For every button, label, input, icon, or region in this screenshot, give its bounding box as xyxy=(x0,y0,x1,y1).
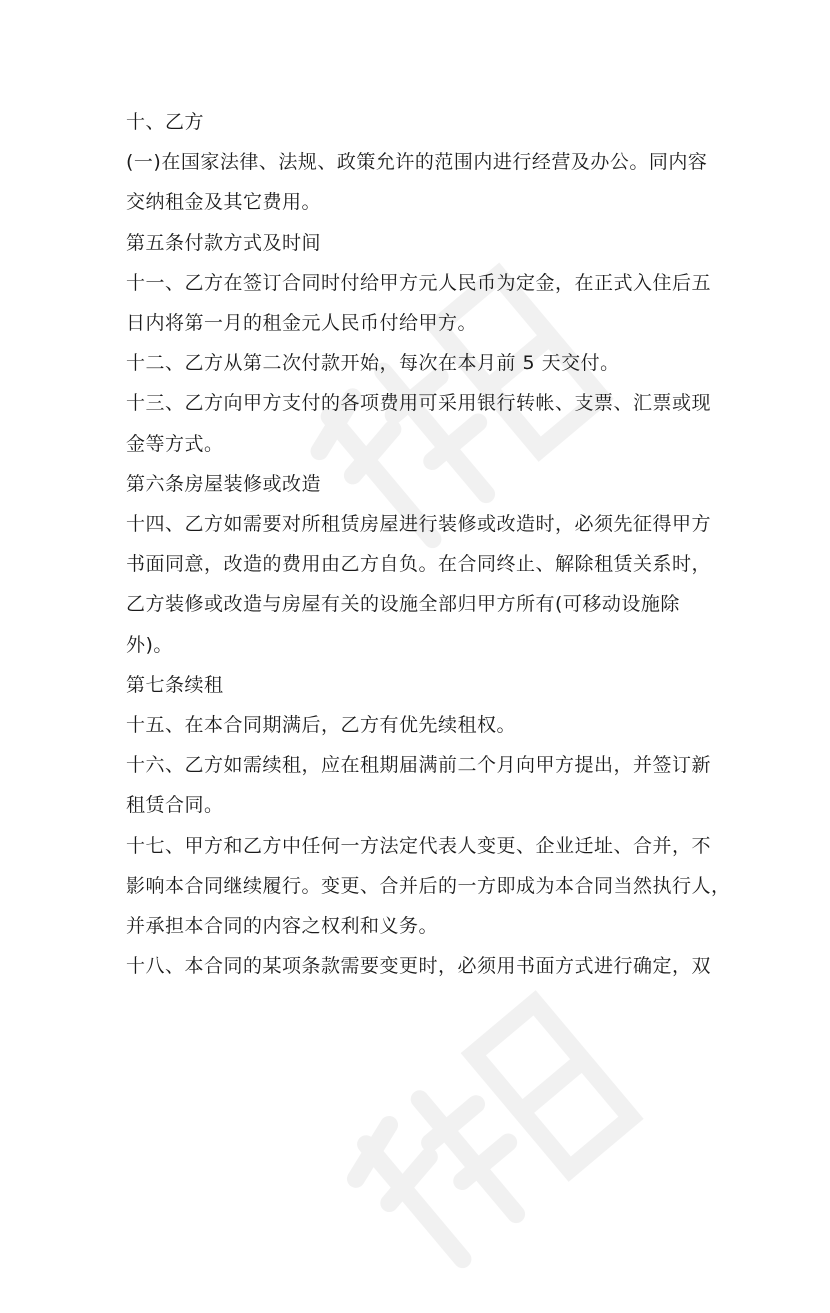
section-heading-party-b: 十、乙方 xyxy=(126,111,205,133)
paragraph-line: 十三、乙方向甲方支付的各项费用可采用银行转帐、支票、汇票或现 xyxy=(126,392,712,415)
paragraph-line: 十七、甲方和乙方中任何一方法定代表人变更、企业迁址、合并，不 xyxy=(126,834,712,857)
paragraph-line: 日内将第一月的租金元人民币付给甲方。 xyxy=(126,312,478,335)
paragraph-line: 金等方式。 xyxy=(126,432,224,455)
article-heading-payment: 第五条付款方式及时间 xyxy=(126,231,322,254)
paragraph-line: 外)。 xyxy=(126,633,173,656)
article-heading-renovation: 第六条房屋装修或改造 xyxy=(126,472,322,495)
paragraph-line: 书面同意，改造的费用由乙方自负。在合同终止、解除租赁关系时， xyxy=(126,553,712,576)
contract-body xyxy=(126,102,731,986)
paragraph-line: (一)在国家法律、法规、政策允许的范围内进行经营及办公。同内容 xyxy=(126,151,708,174)
paragraph-line: 十六、乙方如需续租，应在租期届满前二个月向甲方提出，并签订新 xyxy=(126,754,712,777)
paragraph-line: 十二、乙方从第二次付款开始，每次在本月前 5 天交付。 xyxy=(126,352,620,375)
article-heading-renewal: 第七条续租 xyxy=(126,673,224,696)
paragraph-line: 交纳租金及其它费用。 xyxy=(126,191,322,214)
paragraph-line: 十五、在本合同期满后，乙方有优先续租权。 xyxy=(126,714,517,737)
paragraph-line: 影响本合同继续履行。变更、合并后的一方即成为本合同当然执行人， xyxy=(126,874,731,897)
paragraph-line: 十四、乙方如需要对所租赁房屋进行装修或改造时，必须先征得甲方 xyxy=(126,513,712,536)
paragraph-line: 十一、乙方在签订合同时付给甲方元人民币为定金，在正式入住后五 xyxy=(126,271,712,294)
paragraph-line: 乙方装修或改造与房屋有关的设施全部归甲方所有(可移动设施除 xyxy=(126,593,680,616)
paragraph-line: 租赁合同。 xyxy=(126,794,224,817)
watermark-logo-icon xyxy=(301,967,659,1313)
paragraph-line: 十八、本合同的某项条款需要变更时，必须用书面方式进行确定，双 xyxy=(126,955,712,978)
paragraph-line: 并承担本合同的内容之权利和义务。 xyxy=(126,915,439,938)
